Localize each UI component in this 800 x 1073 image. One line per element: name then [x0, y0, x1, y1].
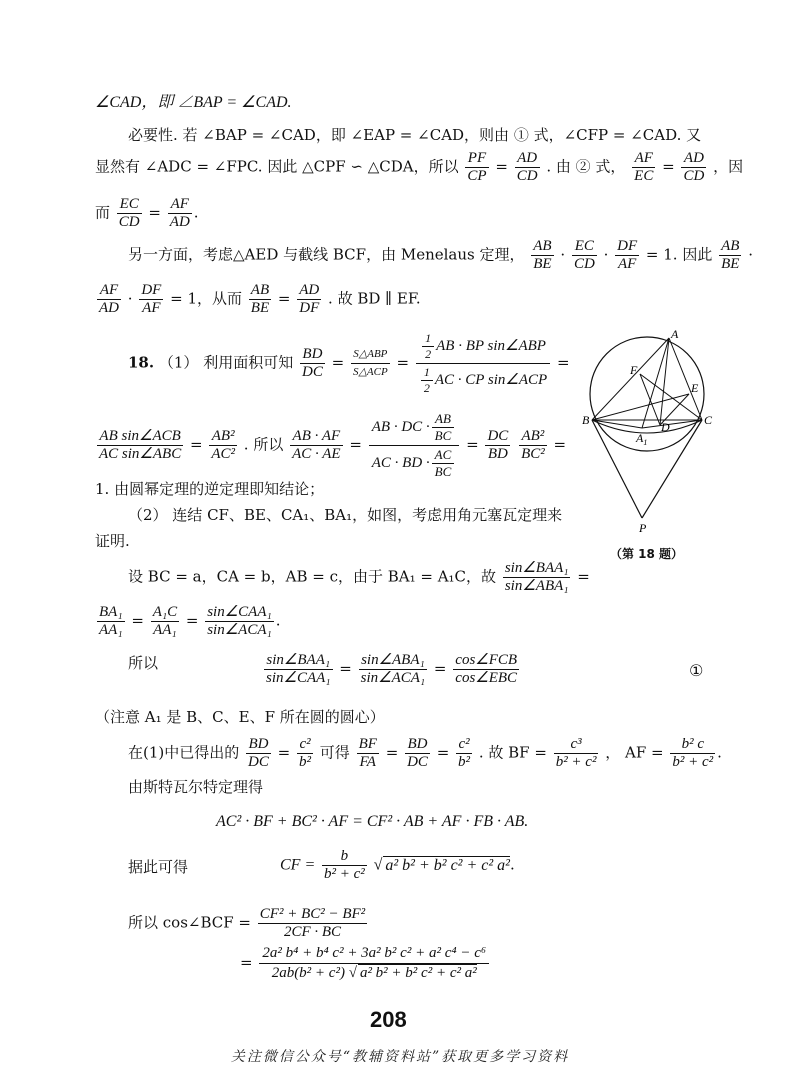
text-span: 可得 [319, 743, 350, 762]
fraction [168, 196, 192, 231]
label-f: F [630, 363, 638, 377]
segment-ba1 [592, 420, 642, 428]
denominator: CD [516, 168, 538, 184]
segment-ab [592, 338, 669, 420]
equals: = [349, 435, 362, 454]
equation-line [216, 810, 528, 833]
text-span: 所以 cos∠BCF = [128, 913, 251, 932]
dot: · [560, 245, 566, 264]
numerator: DC [487, 428, 509, 444]
denominator: DC [301, 364, 323, 380]
denominator: BE [250, 300, 270, 316]
fraction [572, 238, 597, 273]
dot: · [603, 245, 609, 264]
numerator: BF [358, 736, 377, 752]
numerator: sin∠ABA₁ [359, 652, 428, 670]
label-e: E [691, 381, 699, 395]
denominator: CD [573, 256, 595, 272]
denominator: cos∠EBC [455, 670, 518, 686]
denominator [369, 446, 460, 481]
numerator: AD [299, 282, 320, 298]
denominator: b² [458, 754, 471, 770]
fraction [297, 736, 313, 771]
numerator: CF² + BC² − BF² [259, 906, 366, 922]
circumcircle [590, 337, 704, 451]
label-c: C [704, 413, 713, 427]
numerator: AC [432, 447, 455, 464]
equals: = [662, 157, 675, 176]
text-span: 证明. [95, 532, 130, 550]
denominator: EC [634, 168, 654, 184]
numerator [369, 410, 460, 446]
text-line [95, 282, 421, 317]
numerator: cos∠FCB [455, 652, 518, 668]
fraction [531, 238, 553, 273]
term: AB · BP sin∠ABP [436, 337, 546, 354]
fraction [456, 736, 472, 771]
label-d: D [661, 420, 670, 434]
equals: = [277, 743, 291, 762]
footer-watermark: 关注微信公众号“教辅资料站”获取更多学习资料 [230, 1049, 570, 1065]
denominator: b² + c² [672, 754, 714, 770]
numerator: AF [632, 150, 655, 168]
text-span: 所以 [128, 654, 159, 672]
equals: = [433, 659, 447, 678]
denominator: AF [142, 300, 161, 316]
denominator: sin∠ACA₁ [207, 622, 272, 638]
fraction [503, 560, 571, 595]
denominator: AD [99, 300, 119, 316]
text-line [95, 91, 292, 114]
numerator: 2a² b⁴ + b⁴ c² + 3a² b² c² + a² c⁴ − c⁶ [259, 944, 489, 964]
text-span: ∠CAD，即 ∠BAP = ∠CAD. [95, 94, 292, 111]
denominator: sin∠ACA₁ [360, 670, 426, 686]
denominator: AC² [211, 446, 236, 462]
fraction [97, 604, 125, 639]
equation-number: ① [689, 661, 704, 680]
fraction [322, 848, 367, 883]
denominator: AC · AE [292, 446, 341, 462]
segment-bp [592, 420, 642, 518]
denominator: S△ACP [352, 366, 388, 378]
text-span: . 故 BD ∥ EF. [328, 289, 421, 308]
text-span: （2） 连结 CF、BE、CA₁、BA₁，如图，考虑用角元塞瓦定理来 [128, 506, 563, 524]
fraction [290, 428, 342, 463]
denominator: 2 [425, 347, 432, 361]
numerator: 1 [422, 331, 434, 347]
dot: · [748, 245, 753, 264]
denominator: sin∠ABA₁ [504, 578, 569, 594]
text-span: 在(1)中已得出的 [128, 743, 240, 762]
fraction [351, 346, 390, 381]
fraction [432, 411, 455, 444]
radicand: a² b² + b² c² + c² a² [359, 965, 477, 981]
equals: = [385, 743, 399, 762]
page-number: 208 [370, 1007, 407, 1032]
text-span: 由斯特瓦尔特定理得 [128, 778, 264, 796]
fraction [264, 652, 333, 687]
numerator: AB [432, 411, 455, 428]
text-span: 据此可得 [128, 858, 189, 876]
fraction [681, 150, 706, 185]
figure-caption: （第 18 题） [610, 547, 684, 561]
text-line [128, 560, 590, 595]
text-span: = 1. 因此 [645, 245, 713, 264]
text-line [95, 410, 566, 481]
numerator: AB sin∠ACB [97, 428, 183, 446]
numerator: c³ [554, 736, 599, 754]
numerator: AF [168, 196, 192, 214]
equation-line [240, 944, 491, 983]
text-span: （注意 A₁ 是 B、C、E、F 所在圆的圆心） [95, 708, 385, 726]
fraction [205, 604, 274, 639]
fraction [670, 736, 715, 771]
radicand: a² b² + b² c² + c² a² [385, 856, 510, 874]
fraction [258, 906, 367, 941]
equals: = [466, 435, 479, 454]
fraction [97, 282, 121, 317]
numerator: AB [533, 238, 552, 254]
text-line [95, 478, 324, 500]
fraction [300, 346, 325, 381]
term: 2ab(b² + c²) [271, 965, 345, 981]
equals: = [495, 157, 508, 176]
numerator: BD [405, 736, 430, 754]
fraction [485, 428, 510, 463]
fraction [249, 282, 271, 317]
denominator: BE [721, 256, 740, 272]
fraction [615, 238, 639, 273]
text-span: 而 [95, 203, 111, 222]
denominator: AF [617, 256, 637, 272]
text-span: 另一方面，考虑△AED 与截线 BCF，由 Menelaus 定理， [128, 245, 525, 264]
segment-ad [660, 338, 669, 425]
numerator: EC [572, 238, 597, 256]
denominator: sin∠CAA₁ [266, 670, 331, 686]
half-fraction [422, 331, 434, 362]
equals: = [131, 611, 144, 630]
numerator: DF [141, 282, 162, 298]
term: CF = [280, 856, 316, 874]
numerator: c² [456, 736, 472, 754]
denominator: DC [248, 754, 269, 770]
text-span: . 故 BF = [478, 743, 547, 762]
numerator: A₁C [152, 604, 178, 620]
equals: = [185, 611, 199, 630]
text-line: 在(1)中已得出的 $\frac{BD}{DC}$ = $\frac{\text{c²}}{\text{b²}}$ 可得 $\frac{BF}{FA}$ = $\frac{BD}{DC}$ = $\frac{\text{c²}}{\text{b²}}$ . 故 BF = $\frac{\text{c³}}{\text{b² + c²}}$ ， AF = $\frac{\text{b² c}}{\text{b² + c²}}$ . [128, 736, 722, 770]
text-line: $\frac{\text{BA₁}}{\text{AA₁}}$ = $\frac{\text{A₁C}}{\text{AA₁}}$ = $\frac{\text{sin∠CAA₁}}{\text{sin∠ACA₁}}$ . [99, 604, 281, 638]
numerator: b [322, 848, 367, 866]
fraction [554, 736, 599, 771]
label-b: B [582, 413, 590, 427]
fraction [405, 736, 430, 771]
denominator: CP [467, 168, 487, 184]
segment-cp [642, 420, 702, 518]
numerator: AB [250, 282, 270, 298]
denominator: CD [683, 168, 705, 184]
numerator: AB [721, 238, 740, 254]
fraction [515, 150, 540, 185]
text-span: . 由 ② 式， [546, 157, 626, 176]
fraction [209, 428, 237, 463]
text-span: （1） 利用面积可知 [158, 353, 294, 372]
numerator: sin∠BAA₁ [504, 560, 569, 576]
fraction [97, 428, 183, 463]
equals: = [396, 353, 410, 372]
numerator: PF [465, 150, 488, 168]
text-span: 显然有 ∠ADC = ∠FPC. 因此 △CPF ∽ △CDA，所以 [95, 157, 459, 176]
label-a: A [671, 328, 679, 341]
numerator: S△ABP [351, 346, 390, 364]
numerator: BA₁ [99, 604, 123, 620]
equals: = [339, 659, 352, 678]
denominator: CD [118, 214, 140, 230]
text-line [95, 150, 743, 185]
label-a1-sub: 1 [643, 438, 648, 447]
text-span: . 所以 [243, 435, 284, 454]
half-fraction [421, 365, 433, 396]
fraction [465, 150, 488, 185]
numerator: sin∠BAA₁ [264, 652, 333, 670]
equation: AC² · BF + BC² · AF = CF² · AB + AF · FB · AB. [216, 813, 529, 830]
term: AC · BD · [371, 454, 430, 471]
equation-line [262, 652, 521, 687]
fraction [359, 652, 428, 687]
text-line [128, 124, 701, 146]
fraction [297, 282, 321, 317]
denominator: 2 [423, 381, 430, 395]
fraction [246, 736, 271, 771]
fraction [519, 428, 547, 463]
denominator: BC² [521, 446, 545, 462]
text-line [95, 706, 385, 728]
denominator: FA [359, 754, 376, 770]
equals: = [577, 567, 590, 586]
numerator: EC [117, 196, 142, 214]
numerator: 1 [421, 365, 433, 381]
segment-be [592, 394, 689, 420]
fraction [117, 196, 142, 231]
denominator: b² + c² [555, 754, 597, 770]
text-span: = 1，从而 [170, 289, 243, 308]
fraction [369, 410, 460, 481]
text-line [95, 530, 130, 552]
equals: = [189, 435, 203, 454]
numerator: BD [300, 346, 325, 364]
denominator [416, 364, 550, 397]
equals: = [148, 203, 161, 222]
denominator: BC [434, 428, 452, 443]
numerator: AD [681, 150, 706, 168]
term: AC · CP sin∠ACP [434, 371, 548, 388]
fraction [151, 604, 179, 639]
equals: = [240, 953, 253, 972]
term: AB · DC · [371, 418, 430, 435]
denominator: b² [299, 754, 312, 770]
text-span: 必要性. 若 ∠BAP = ∠CAD，即 ∠EAP = ∠CAD，则由 ① 式，∠CFP = ∠CAD. 又 [128, 126, 702, 144]
numerator: b² c [670, 736, 715, 754]
denominator: BE [533, 256, 552, 272]
sqrt-sign: √ [373, 856, 383, 874]
problem-number: 18. [128, 353, 155, 372]
numerator [416, 330, 550, 364]
fraction [357, 736, 379, 771]
equals: = [553, 435, 567, 454]
text-span: ， AF = [605, 743, 664, 762]
denominator: BD [487, 446, 508, 462]
equals: = [277, 289, 291, 308]
fraction [432, 447, 455, 480]
denominator: AA₁ [153, 622, 177, 638]
denominator: b² + c² [324, 866, 365, 882]
denominator: 2CF · BC [283, 924, 342, 940]
numerator: AF [97, 282, 121, 300]
text-line [128, 504, 562, 526]
fraction [632, 150, 655, 185]
fraction [719, 238, 741, 273]
numerator: c² [297, 736, 313, 754]
label-p: P [639, 521, 647, 535]
numerator: AD [515, 150, 540, 168]
denominator: AA₁ [99, 622, 123, 638]
denominator: AC sin∠ABC [99, 446, 182, 462]
denominator: DC [407, 754, 428, 770]
text-span: 1. 由圆幂定理的逆定理即知结论； [95, 480, 325, 498]
equation-line: CF = $\frac{b}{\text{b² + c²}}$ √ a² b² + b² c² + c² a². [280, 848, 515, 882]
fraction [453, 652, 519, 687]
text-line [128, 330, 570, 397]
label-a1-main: A [636, 431, 644, 445]
equals: = [557, 353, 570, 372]
numerator: AB² [519, 428, 547, 446]
text-line [128, 238, 753, 273]
denominator: 2ab(b² + c²) √ a² b² + b² c² + c² a² [271, 965, 477, 981]
denominator: DF [299, 300, 320, 316]
text-span: 设 BC = a，CA = b，AB = c，由于 BA₁ = A₁C，故 [128, 567, 497, 586]
text-line [128, 906, 369, 941]
text-line [128, 652, 158, 674]
geometry-figure [580, 328, 720, 543]
numerator: AB² [209, 428, 237, 446]
text-line [128, 776, 263, 798]
denominator: AD [169, 214, 190, 230]
numerator: sin∠CAA₁ [207, 604, 272, 620]
fraction [416, 330, 550, 397]
dot: · [127, 289, 133, 308]
text-line [128, 856, 188, 878]
numerator: DF [617, 238, 638, 254]
fraction [259, 944, 489, 983]
numerator: BD [246, 736, 271, 754]
equals: = [331, 353, 345, 372]
equals: = [436, 743, 450, 762]
numerator: AB · AF [290, 428, 342, 446]
denominator: BC [434, 464, 452, 479]
fraction [139, 282, 163, 317]
text-span: ，因 [713, 157, 744, 176]
text-line: 而 $\frac{EC}{CD}$ = $\frac{AF}{AD}$ . [95, 196, 199, 230]
